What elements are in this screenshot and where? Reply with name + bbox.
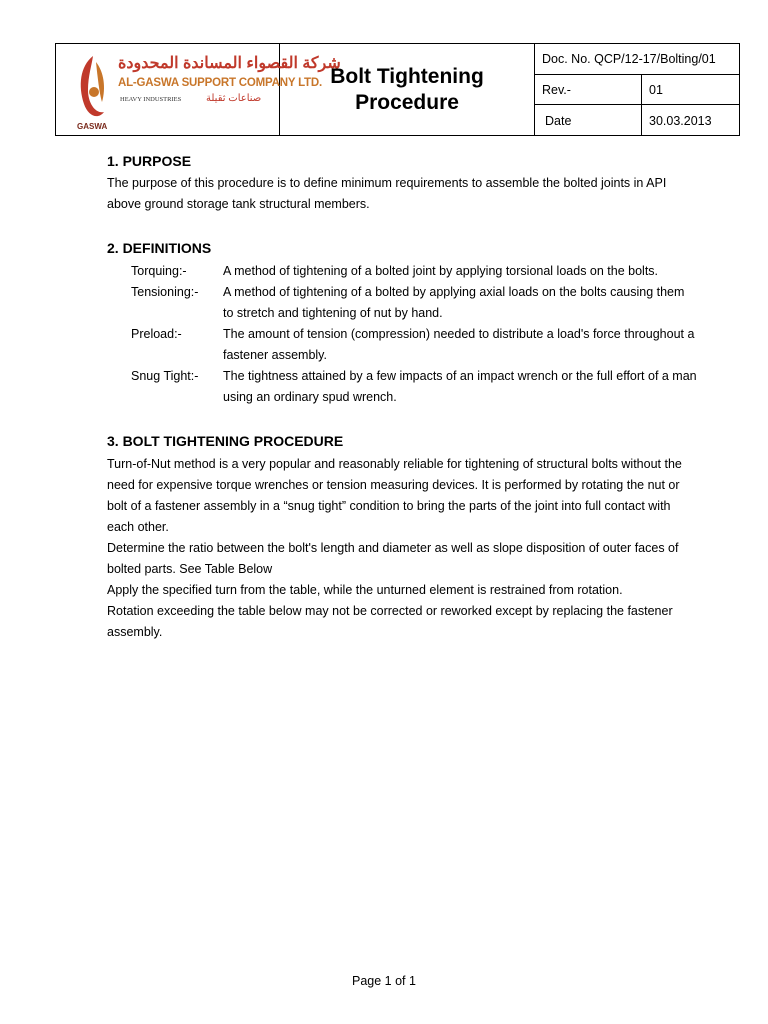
procedure-line: Turn-of-Nut method is a very popular and reasonably reliable for tightening of structural bolts without the (107, 457, 682, 471)
document-meta (535, 44, 739, 135)
document-header-table (55, 43, 740, 136)
company-logo-mark-icon (74, 52, 112, 132)
revision-label: Rev.- (542, 83, 571, 97)
procedure-line: assembly. (107, 625, 163, 639)
definition-term-preload: Preload:- (131, 327, 182, 341)
definition-text: fastener assembly. (223, 348, 327, 362)
procedure-line: each other. (107, 520, 169, 534)
procedure-line: Apply the specified turn from the table, while the unturned element is restrained from rotation. (107, 583, 623, 597)
definition-text: using an ordinary spud wrench. (223, 390, 397, 404)
date-value: 30.03.2013 (649, 114, 712, 128)
definition-term-snug-tight: Snug Tight:- (131, 369, 199, 383)
column-divider (641, 105, 642, 135)
procedure-line: need for expensive torque wrenches or tension measuring devices. It is performed by rotating the nut or (107, 478, 680, 492)
procedure-line: Determine the ratio between the bolt's length and diameter as well as slope disposition of outer faces of (107, 541, 679, 555)
company-division-arabic: صناعات ثقيلة (206, 93, 262, 104)
company-division: HEAVY INDUSTRIES (120, 96, 182, 103)
definition-text: The tightness attained by a few impacts of an impact wrench or the full effort of a man (223, 369, 697, 383)
date-row (535, 105, 739, 135)
procedure-line: Rotation exceeding the table below may not be corrected or reworked except by replacing the fastener (107, 604, 673, 618)
doc-number: Doc. No. QCP/12-17/Bolting/01 (542, 52, 716, 66)
company-name-english: AL-GASWA SUPPORT COMPANY LTD. (118, 77, 322, 89)
column-divider (641, 75, 642, 104)
definition-text: to stretch and tightening of nut by hand. (223, 306, 443, 320)
company-short-name: GASWA (77, 122, 108, 131)
document-title (280, 44, 535, 135)
definition-text: A method of tightening of a bolted by applying axial loads on the bolts causing them (223, 285, 685, 299)
page-number: Page 1 of 1 (352, 974, 416, 988)
procedure-line: bolted parts. See Table Below (107, 562, 273, 576)
document-title-line1: Bolt Tightening (330, 64, 484, 88)
procedure-line: bolt of a fastener assembly in a “snug tight” condition to bring the parts of the joint into full contact with (107, 499, 671, 513)
company-name-arabic: شركة القصواء المساندة المحدودة (118, 55, 341, 72)
company-logo (56, 44, 341, 135)
purpose-line: above ground storage tank structural members. (107, 197, 370, 211)
section-title-definitions: 2. DEFINITIONS (107, 240, 212, 256)
definition-term-tensioning: Tensioning:- (131, 285, 199, 299)
section-title-purpose: 1. PURPOSE (107, 153, 192, 169)
document-title-line2: Procedure (355, 90, 459, 114)
date-label: Date (545, 114, 572, 128)
definition-text: The amount of tension (compression) needed to distribute a load's force throughout a (223, 327, 695, 341)
doc-number-row (535, 44, 739, 75)
section-title-procedure: 3. BOLT TIGHTENING PROCEDURE (107, 433, 344, 449)
definition-term-torquing: Torquing:- (131, 264, 187, 278)
revision-value: 01 (649, 83, 663, 97)
purpose-line: The purpose of this procedure is to define minimum requirements to assemble the bolted joints in API (107, 176, 667, 190)
definition-text: A method of tightening of a bolted joint by applying torsional loads on the bolts. (223, 264, 659, 278)
revision-row (535, 75, 739, 105)
